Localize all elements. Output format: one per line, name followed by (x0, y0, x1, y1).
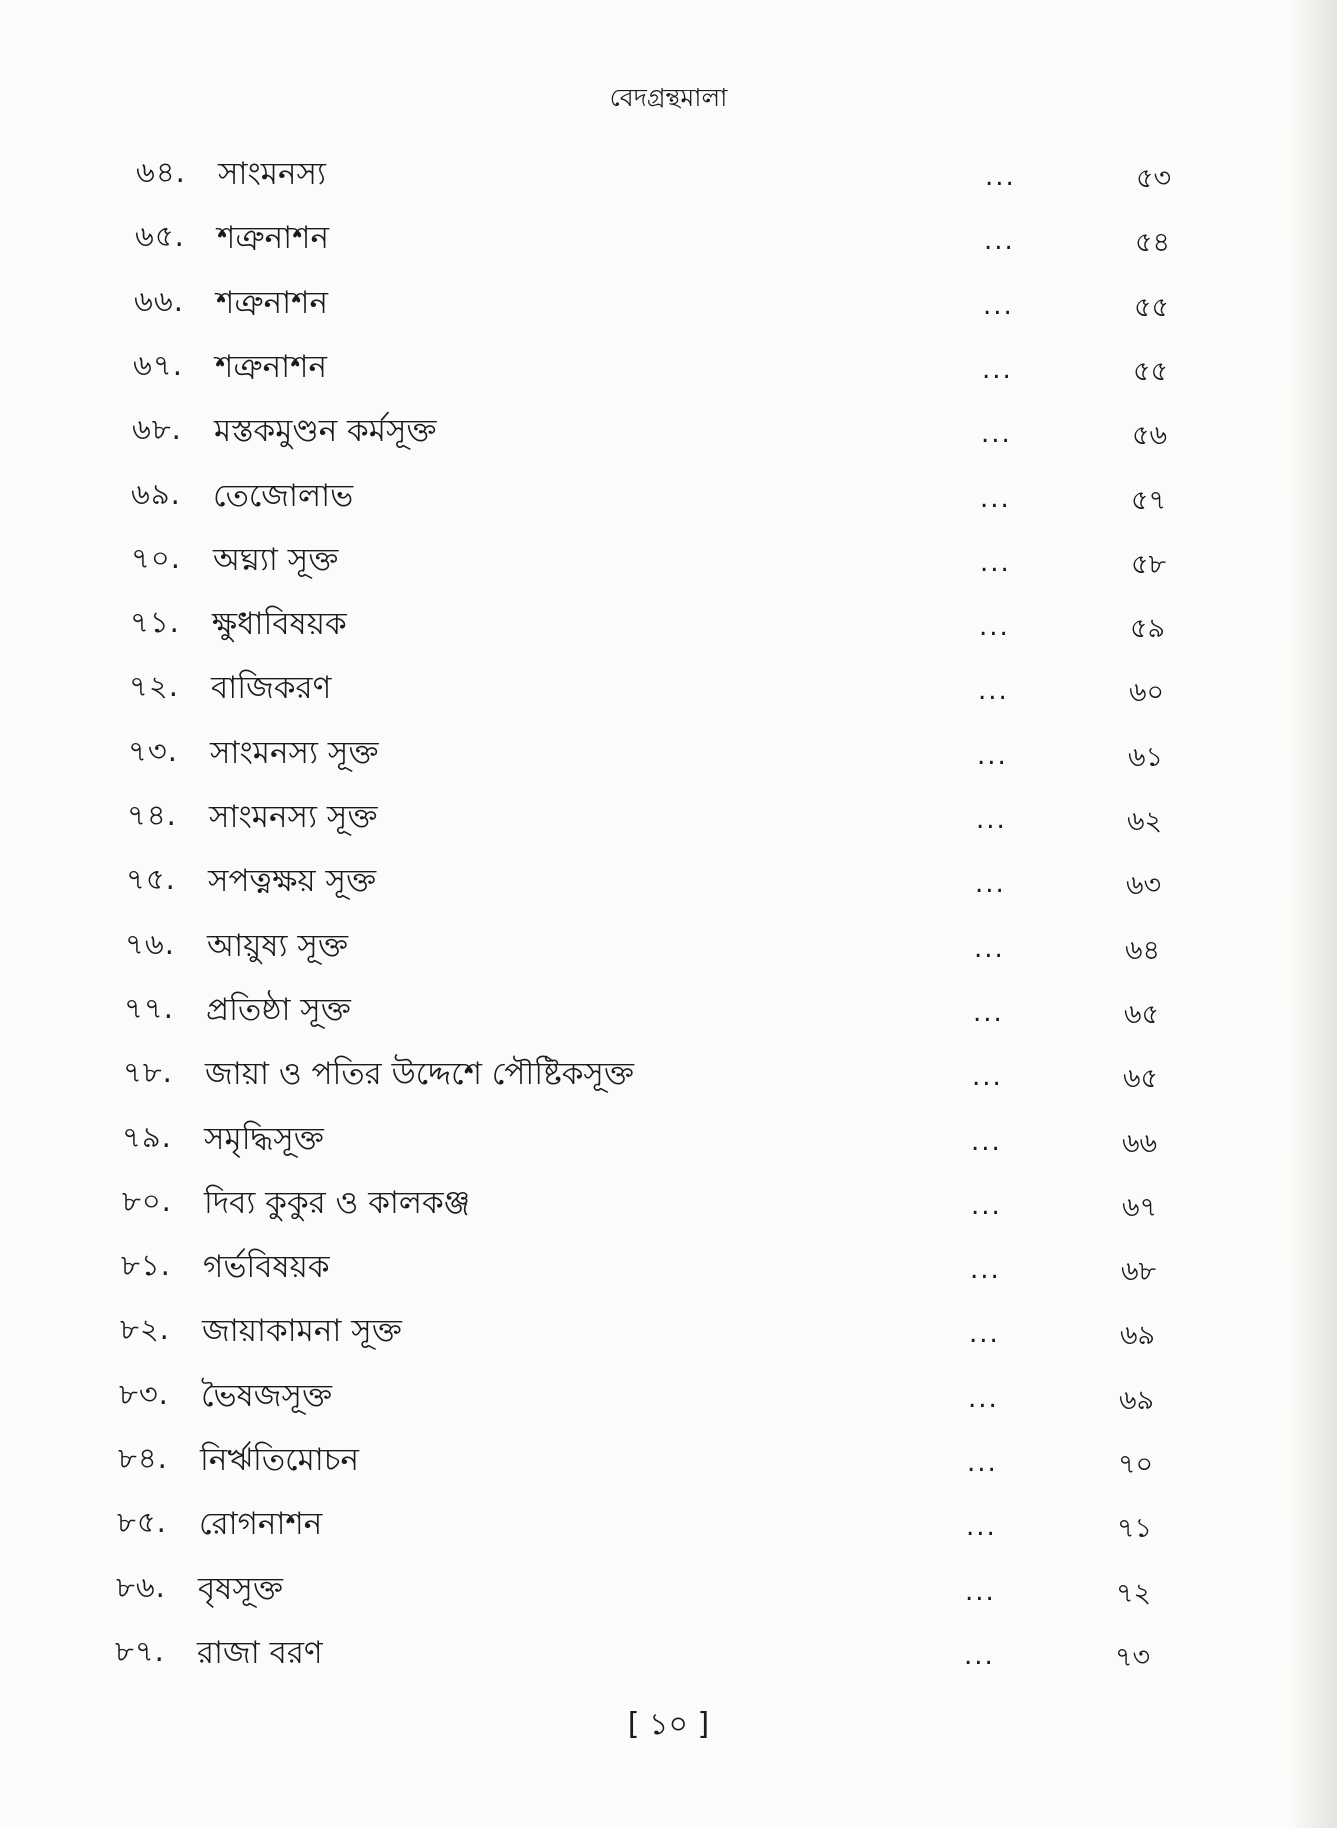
entry-page-number: ৬৫ (1123, 1063, 1159, 1094)
toc-entry (0, 1372, 1320, 1420)
entry-number: ৮১. (121, 1248, 171, 1282)
toc-entry (0, 1243, 1322, 1291)
toc-entry (0, 986, 1325, 1034)
entry-title: সমৃদ্ধিসূক্ত (204, 1121, 324, 1157)
entry-title: রোগনাশন (199, 1506, 323, 1542)
entry-page-number: ৫৪ (1135, 227, 1171, 258)
dot-leader: ... (973, 998, 1004, 1028)
entry-title: আয়ুষ্য সূক্ত (207, 928, 348, 964)
entry-number: ৭৪. (127, 798, 177, 832)
entry-title: দিব্য কুকুর ও কালকঞ্জ (204, 1185, 471, 1221)
entry-page-number: ৫৫ (1134, 292, 1170, 323)
dot-leader: ... (985, 162, 1016, 192)
running-header: বেদগ্রন্থমালা (609, 83, 728, 112)
toc-entry (0, 536, 1332, 584)
entry-page-number: ৭১ (1117, 1513, 1153, 1544)
dot-leader: ... (977, 741, 1008, 771)
entry-title: রাজা বরণ (197, 1635, 323, 1671)
dot-leader: ... (966, 1512, 997, 1542)
entry-page-number: ৫৯ (1130, 613, 1166, 644)
dot-leader: ... (983, 291, 1014, 321)
entry-number: ৮২. (120, 1312, 170, 1346)
entry-page-number: ৫৩ (1136, 163, 1172, 194)
entry-title: মস্তকমুণ্ডন কর্মসূক্ত (214, 413, 437, 449)
dot-leader: ... (969, 1319, 1000, 1349)
toc-entry (0, 150, 1337, 198)
dot-leader: ... (984, 226, 1015, 256)
toc-entry (0, 857, 1327, 905)
entry-title: শত্রুনাশন (215, 349, 327, 385)
toc-entry (0, 214, 1336, 262)
entry-number: ৮৫. (117, 1505, 167, 1539)
entry-page-number: ৬০ (1129, 677, 1165, 708)
entry-title: সপত্নক্ষয় সূক্ত (208, 863, 377, 899)
entry-title: ভৈষজসূক্ত (201, 1378, 333, 1414)
entry-title: অঘ্ন্যা সূক্ত (213, 542, 339, 578)
entry-number: ৬৯. (131, 477, 181, 511)
dot-leader: ... (978, 676, 1009, 706)
entry-page-number: ৫৫ (1133, 356, 1169, 387)
dot-leader: ... (968, 1384, 999, 1414)
toc-entry (0, 1500, 1318, 1548)
toc-entry (0, 1436, 1319, 1484)
entry-page-number: ৬৫ (1124, 999, 1160, 1030)
entry-number: ৬৭. (133, 348, 183, 382)
dot-leader: ... (970, 1255, 1001, 1285)
dot-leader: ... (971, 1191, 1002, 1221)
entry-title: গর্ভবিষয়ক (203, 1249, 330, 1285)
entry-number: ৬৮. (132, 412, 182, 446)
dot-leader: ... (967, 1448, 998, 1478)
entry-title: শত্রুনাশন (217, 220, 329, 256)
toc-entry (0, 1565, 1317, 1613)
entry-number: ৭৯. (122, 1120, 172, 1154)
entry-page-number: ৬৯ (1120, 1320, 1156, 1351)
dot-leader: ... (982, 355, 1013, 385)
page-edge-shadow (1291, 0, 1337, 1828)
entry-number: ৬৫. (135, 219, 185, 253)
toc-entry (0, 407, 1333, 455)
entry-number: ৮৩. (119, 1377, 169, 1411)
entry-title: নির্ঋতিমোচন (200, 1442, 360, 1478)
toc-entry (0, 279, 1335, 327)
toc-entry (0, 664, 1330, 712)
toc-entry (0, 343, 1334, 391)
toc-entry (0, 1307, 1321, 1355)
entry-title: তেজোলাভ (213, 478, 354, 514)
toc-entry (0, 472, 1332, 520)
dot-leader: ... (974, 934, 1005, 964)
entry-number: ৭১. (130, 605, 180, 639)
entry-page-number: ৬৮ (1121, 1256, 1157, 1287)
entry-title: জায়া ও পতির উদ্দেশে পৌষ্টিকসূক্ত (205, 1056, 634, 1092)
entry-page-number: ৬৩ (1126, 870, 1162, 901)
toc-entry (0, 729, 1329, 777)
entry-number: ৭০. (131, 541, 181, 575)
entry-page-number: ৬২ (1127, 806, 1163, 837)
dot-leader: ... (975, 869, 1006, 899)
entry-page-number: ৬৯ (1119, 1385, 1155, 1416)
toc-entry (0, 793, 1328, 841)
entry-title: বাজিকরণ (211, 670, 332, 706)
entry-title: সাংমনস্য সূক্ত (210, 735, 379, 771)
entry-number: ৭৬. (125, 927, 175, 961)
entry-page-number: ৫৮ (1131, 549, 1167, 580)
entry-number: ৮০. (122, 1184, 172, 1218)
toc-entry (0, 1050, 1324, 1098)
entry-page-number: ৬৪ (1125, 935, 1161, 966)
dot-leader: ... (981, 419, 1012, 449)
entry-number: ৭৭. (124, 991, 174, 1025)
dot-leader: ... (980, 548, 1011, 578)
entry-page-number: ৭৩ (1115, 1642, 1151, 1673)
entry-title: শত্রুনাশন (216, 285, 328, 321)
dot-leader: ... (965, 1577, 996, 1607)
entry-title: ক্ষুধাবিষয়ক (212, 606, 347, 642)
entry-number: ৭৩. (128, 734, 178, 768)
entry-number: ৮৬. (116, 1570, 166, 1604)
entry-number: ৮৪. (118, 1441, 168, 1475)
entry-page-number: ৬৬ (1122, 1128, 1158, 1159)
entry-page-number: ৭০ (1118, 1449, 1154, 1480)
entry-title: প্রতিষ্ঠা সূক্ত (206, 992, 351, 1028)
entry-number: ৭৮. (123, 1055, 173, 1089)
page-number-footer: [ ১০ ] (627, 1707, 710, 1742)
dot-leader: ... (971, 1127, 1002, 1157)
entry-title: জায়াকামনা সূক্ত (202, 1313, 402, 1349)
entry-number: ৮৭. (115, 1634, 165, 1668)
dot-leader: ... (979, 612, 1010, 642)
entry-page-number: ৫৬ (1132, 420, 1168, 451)
entry-number: ৬৬. (134, 284, 184, 318)
entry-title: সাংমনস্য সূক্ত (209, 799, 378, 835)
entry-number: ৭২. (129, 669, 179, 703)
dot-leader: ... (972, 1062, 1003, 1092)
toc-entry (0, 922, 1326, 970)
entry-page-number: ৭২ (1116, 1578, 1152, 1609)
dot-leader: ... (964, 1641, 995, 1671)
dot-leader: ... (980, 484, 1011, 514)
entry-page-number: ৬৭ (1122, 1192, 1158, 1223)
entry-title: বৃষসূক্ত (198, 1571, 283, 1607)
entry-number: ৬৪. (136, 155, 186, 189)
entry-page-number: ৫৭ (1131, 485, 1167, 516)
dot-leader: ... (976, 805, 1007, 835)
toc-entry (0, 1179, 1323, 1227)
entry-number: ৭৫. (126, 862, 176, 896)
toc-entry (0, 1115, 1323, 1163)
entry-title: সাংমনস্য (218, 156, 326, 192)
toc-entry (0, 600, 1331, 648)
entry-page-number: ৬১ (1128, 742, 1164, 773)
toc-entry (0, 1629, 1316, 1677)
